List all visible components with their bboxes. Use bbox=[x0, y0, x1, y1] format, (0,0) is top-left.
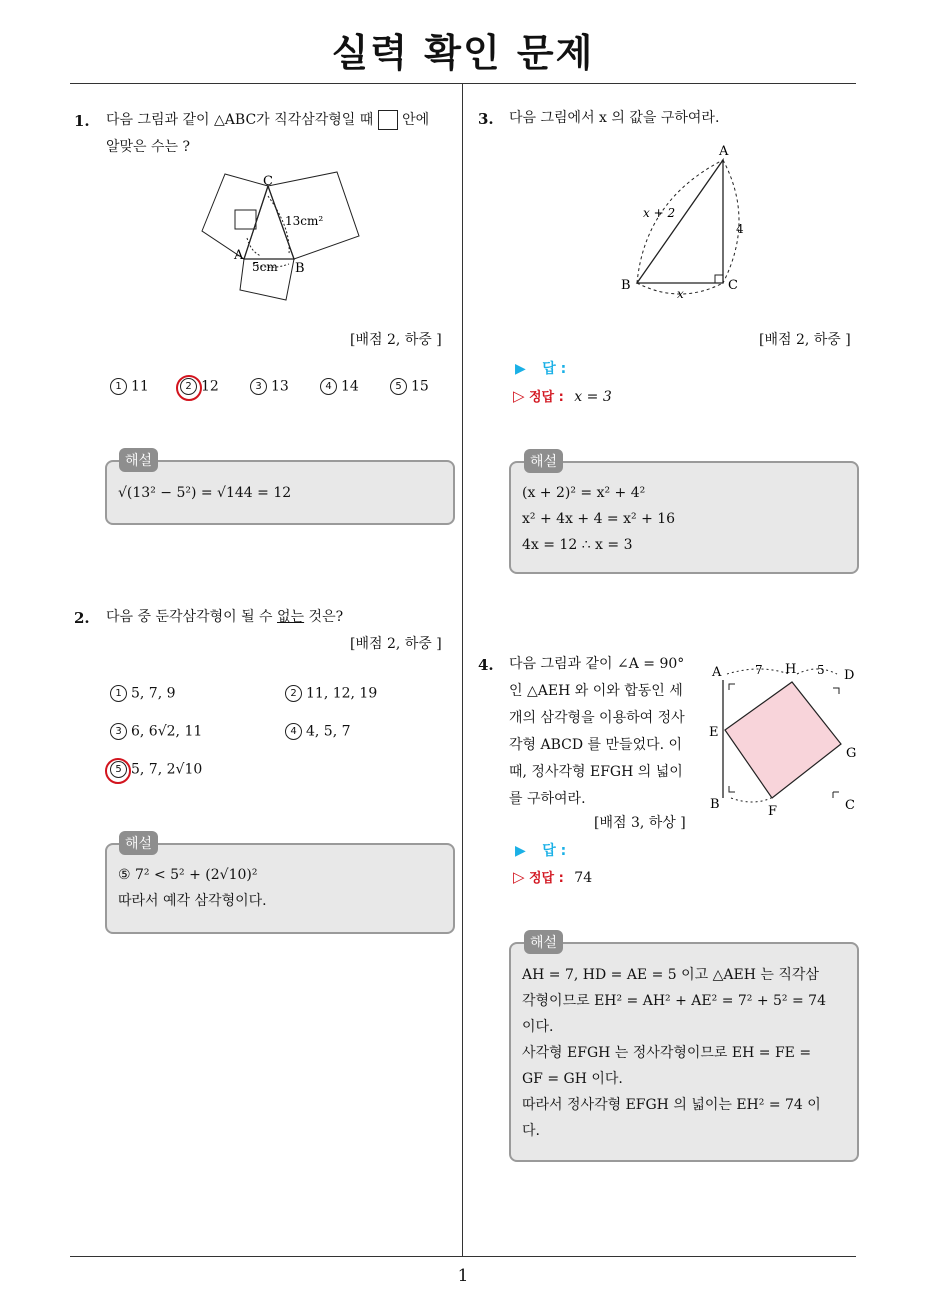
q3-label-c: C bbox=[728, 278, 738, 293]
q3-label-hyp: x + 2 bbox=[643, 206, 676, 220]
choice-mark: 3 bbox=[110, 723, 127, 740]
column-divider bbox=[462, 84, 463, 1257]
q2-solution-tag: 해설 bbox=[119, 831, 158, 855]
answer-arrow-icon: ▶ bbox=[515, 843, 526, 859]
q4-label-d: D bbox=[844, 668, 855, 683]
q2-text-a: 다음 중 둔각삼각형이 될 수 bbox=[106, 609, 273, 625]
q4-label-e: E bbox=[709, 725, 719, 740]
q4-solution-tag: 해설 bbox=[524, 930, 563, 954]
q1-area-label: 13cm² bbox=[285, 214, 324, 228]
q1-figure bbox=[195, 168, 365, 303]
q4-answer-label: 답 : bbox=[542, 843, 567, 859]
q3-solution-line-2: x² + 4x + 4 = x² + 16 bbox=[522, 511, 676, 527]
q1-choice-4[interactable] bbox=[320, 378, 359, 395]
q1-side-label: 5cm bbox=[252, 260, 278, 274]
choice-value: 11 bbox=[131, 378, 149, 395]
q4-solution-line-7: 다. bbox=[522, 1123, 540, 1139]
q4-correct-value: 74 bbox=[574, 870, 593, 886]
correct-arrow-icon: ▷ bbox=[513, 387, 525, 405]
q1-blank-square bbox=[235, 210, 256, 229]
q3-label-b: B bbox=[621, 278, 631, 293]
q1-choice-3[interactable] bbox=[250, 378, 289, 395]
choice-mark: 3 bbox=[250, 378, 267, 395]
q3-correct-value: x = 3 bbox=[574, 389, 612, 405]
q1-solution-text: √(13² − 5²) = √144 = 12 bbox=[118, 485, 292, 501]
q4-label-h: H bbox=[785, 662, 797, 677]
q2-correct-ring bbox=[105, 758, 131, 784]
q4-solution-line-5: GF = GH 이다. bbox=[522, 1071, 623, 1087]
q3-solution-line-3: 4x = 12 ∴ x = 3 bbox=[522, 537, 633, 553]
page-number: 1 bbox=[457, 1266, 469, 1286]
q4-score: [배점 3, 하상 ] bbox=[594, 815, 686, 831]
q4-square-efgh bbox=[725, 682, 841, 798]
q3-score: [배점 2, 하중 ] bbox=[759, 332, 851, 348]
choice-value: 14 bbox=[341, 378, 359, 395]
q4-solution-line-3: 이다. bbox=[522, 1019, 554, 1035]
q4-figure bbox=[705, 658, 865, 823]
choice-value: 13 bbox=[271, 378, 289, 395]
q1-correct-ring bbox=[176, 375, 202, 401]
q4-line-4: 각형 ABCD 를 만들었다. 이 bbox=[509, 737, 683, 753]
choice-value: 12 bbox=[201, 378, 219, 395]
q2-text-underline: 없는 bbox=[277, 609, 305, 625]
q3-correct-row bbox=[513, 386, 612, 405]
choice-mark: 5 bbox=[390, 378, 407, 395]
q4-label-c: C bbox=[845, 798, 855, 813]
choice-value: 4, 5, 7 bbox=[306, 723, 351, 740]
q2-question bbox=[106, 604, 343, 631]
q4-label-a: A bbox=[712, 665, 722, 680]
choice-mark: 1 bbox=[110, 685, 127, 702]
q1-solution-tag: 해설 bbox=[119, 448, 158, 472]
choice-mark: 2 bbox=[180, 378, 197, 395]
q2-solution-line-2: 따라서 예각 삼각형이다. bbox=[118, 893, 267, 909]
q2-text-b: 것은? bbox=[308, 609, 344, 625]
q3-correct-label: 정답 : bbox=[529, 390, 564, 405]
q4-answer-row bbox=[515, 840, 566, 860]
q4-question bbox=[509, 651, 699, 813]
q4-line-1: 다음 그림과 같이 ∠A = 90° bbox=[509, 656, 685, 672]
q4-number: 4. bbox=[478, 656, 494, 674]
q2-solution-line-1: ⑤ 7² < 5² + (2√10)² bbox=[118, 867, 258, 883]
answer-arrow-icon: ▶ bbox=[515, 361, 526, 377]
choice-value: 5, 7, 2√10 bbox=[131, 761, 203, 778]
q3-solution-line-1: (x + 2)² = x² + 4² bbox=[522, 485, 646, 501]
q3-text: 다음 그림에서 x 의 값을 구하여라. bbox=[509, 110, 720, 126]
q4-label-b: B bbox=[710, 797, 720, 812]
q3-figure bbox=[615, 140, 755, 305]
choice-mark: 1 bbox=[110, 378, 127, 395]
q4-line-2: 인 △AEH 와 이와 합동인 세 bbox=[509, 683, 683, 699]
title-rule bbox=[70, 83, 856, 84]
q1-label-a: A bbox=[234, 248, 244, 263]
q2-choice-4[interactable] bbox=[285, 723, 351, 740]
q4-label-five: 5 bbox=[817, 663, 825, 677]
q2-choice-1[interactable] bbox=[110, 685, 176, 702]
q3-triangle bbox=[637, 160, 723, 283]
q4-solution-line-1: AH = 7, HD = AE = 5 이고 △AEH 는 직각삼 bbox=[522, 967, 819, 983]
q1-text-c: 알맞은 수는 ? bbox=[106, 139, 191, 155]
q1-text-a: 다음 그림과 같이 △ABC가 직각삼각형일 때 bbox=[106, 112, 374, 128]
choice-mark: 2 bbox=[285, 685, 302, 702]
q2-number: 2. bbox=[74, 609, 90, 627]
q4-line-6: 를 구하여라. bbox=[509, 791, 586, 807]
q1-choice-5[interactable] bbox=[390, 378, 429, 395]
q4-correct-row bbox=[513, 867, 592, 886]
q1-question bbox=[106, 107, 429, 161]
q3-label-side: 4 bbox=[736, 222, 744, 236]
correct-arrow-icon: ▷ bbox=[513, 868, 525, 886]
q3-solution-tag: 해설 bbox=[524, 449, 563, 473]
choice-value: 11, 12, 19 bbox=[306, 685, 378, 702]
q2-choice-2[interactable] bbox=[285, 685, 377, 702]
q4-line-3: 개의 삼각형을 이용하여 정사 bbox=[509, 710, 685, 726]
q4-solution-line-2: 각형이므로 EH² = AH² + AE² = 7² + 5² = 74 bbox=[522, 993, 826, 1009]
q4-label-g: G bbox=[846, 746, 857, 761]
choice-value: 5, 7, 9 bbox=[131, 685, 176, 702]
page-title: 실력 확인 문제 bbox=[331, 31, 595, 75]
footer-rule bbox=[70, 1256, 856, 1257]
q1-number: 1. bbox=[74, 112, 90, 130]
q4-label-f: F bbox=[768, 804, 778, 819]
choice-mark: 4 bbox=[320, 378, 337, 395]
q3-answer-label: 답 : bbox=[542, 361, 567, 377]
q1-label-b: B bbox=[295, 261, 305, 276]
choice-value: 15 bbox=[411, 378, 429, 395]
q2-choice-3[interactable] bbox=[110, 723, 202, 740]
choice-mark: 5 bbox=[110, 761, 127, 778]
blank-box bbox=[378, 110, 398, 130]
q3-label-base: x bbox=[677, 287, 684, 301]
q4-label-seven: 7 bbox=[755, 663, 763, 677]
q4-line-5: 때, 정사각형 EFGH 의 넓이 bbox=[509, 764, 683, 780]
q1-score: [배점 2, 하중 ] bbox=[350, 332, 442, 348]
q1-label-c: C bbox=[263, 174, 273, 189]
q4-solution-line-6: 따라서 정사각형 EFGH 의 넓이는 EH² = 74 이 bbox=[522, 1097, 821, 1113]
q3-answer-row bbox=[515, 358, 566, 378]
choice-mark: 4 bbox=[285, 723, 302, 740]
choice-value: 6, 6√2, 11 bbox=[131, 723, 203, 740]
q1-text-b: 안에 bbox=[402, 112, 430, 128]
q3-number: 3. bbox=[478, 110, 494, 128]
q1-choice-1[interactable] bbox=[110, 378, 149, 395]
q4-solution-line-4: 사각형 EFGH 는 정사각형이므로 EH = FE = bbox=[522, 1045, 812, 1061]
q2-score: [배점 2, 하중 ] bbox=[350, 636, 442, 652]
q3-label-a: A bbox=[719, 144, 729, 159]
q4-correct-label: 정답 : bbox=[529, 871, 564, 886]
